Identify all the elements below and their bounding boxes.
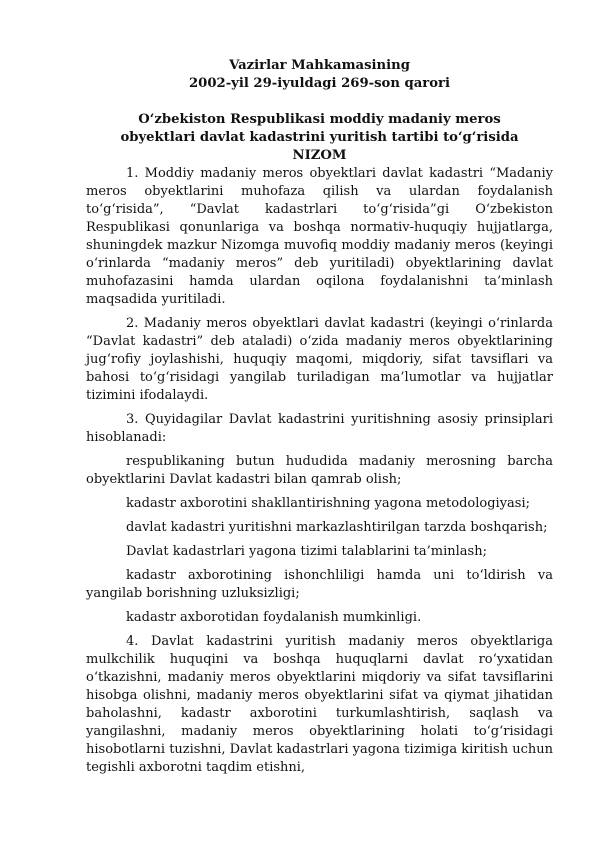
resolution-header-line1: Vazirlar Mahkamasining: [229, 58, 410, 73]
list-item: Davlat kadastrlari yagona tizimi talablarini ta’minlash;: [126, 544, 487, 559]
list-item: kadastr axborotining ishonchliligi hamda uni to‘ldirish va yangilab borishning uzluksizligi;: [86, 568, 553, 601]
paragraph: 3. Quyidagilar Davlat kadastrini yuritishning asosiy prinsiplari hisoblanadi:: [86, 412, 553, 445]
paragraph: 2. Madaniy meros obyektlari davlat kadastri (keyingi o‘rinlarda “Davlat kadastri” deb ataladi) o‘zida madaniy meros obyektlarining jug‘rofiy joylashishi, huquqiy maqomi, miqdoriy, sifat tavsiflari va bahosi to‘g‘risidagi yangilab turiladigan ma’lumotlar va hujjatlar tizimini ifodalaydi.: [86, 316, 553, 403]
resolution-header-line2: 2002-yil 29-iyuldagi 269-son qarori: [188, 76, 450, 91]
list-item: kadastr axborotini shakllantirishning yagona metodologiyasi;: [126, 496, 531, 511]
document-body: [86, 57, 553, 783]
document-title-line1: O‘zbekiston Respublikasi moddiy madaniy meros: [138, 112, 501, 127]
document-title-line2: obyektlari davlat kadastrini yuritish tartibi to‘g‘risida: [120, 130, 519, 145]
paragraph: 1. Moddiy madaniy meros obyektlari davlat kadastri “Madaniy meros obyektlarini muhofaza qilish va ulardan foydalanish to‘g‘risida”, “Davlat kadastrlari to‘g‘risida”gi O‘zbekiston Respublikasi qonunlariga va boshqa normativ-huquqiy hujjatlarga, shuningdek mazkur Nizomga muvofiq moddiy madaniy meros (keyingi o‘rinlarda “madaniy meros” deb yuritiladi) obyektlarining davlat muhofazasini hamda ulardan oqilona foydalanishni ta’minlash maqsadida yuritiladi.: [86, 166, 553, 307]
list-item: respublikaning butun hududida madaniy merosning barcha obyektlarini Davlat kadastri bilan qamrab olish;: [86, 454, 553, 487]
paragraph: 4. Davlat kadastrini yuritish madaniy meros obyektlariga mulkchilik huquqini va boshqa huquqlarni davlat ro‘yxatidan o‘tkazishni, madaniy meros obyektlarini miqdoriy va sifat tavsiflarini hisobga olishni, madaniy meros obyektlarini sifat va qiymat jihatidan baholashni, kadastr axborotini turkumlashtirish, saqlash va yangilashni, madaniy meros obyektlarining holati to‘g‘risidagi hisobotlarni tuzishni, Davlat kadastrlari yagona tizimiga kiritish uchun tegishli axborotni taqdim etishni,: [86, 634, 553, 775]
nizom-heading: NIZOM: [292, 148, 347, 163]
spacer: [86, 93, 553, 111]
list-item: kadastr axborotidan foydalanish mumkinligi.: [126, 610, 422, 625]
resolution-header: [86, 57, 553, 93]
list-item: davlat kadastri yuritishni markazlashtirilgan tarzda boshqarish;: [126, 520, 548, 535]
document-title: [86, 111, 553, 165]
